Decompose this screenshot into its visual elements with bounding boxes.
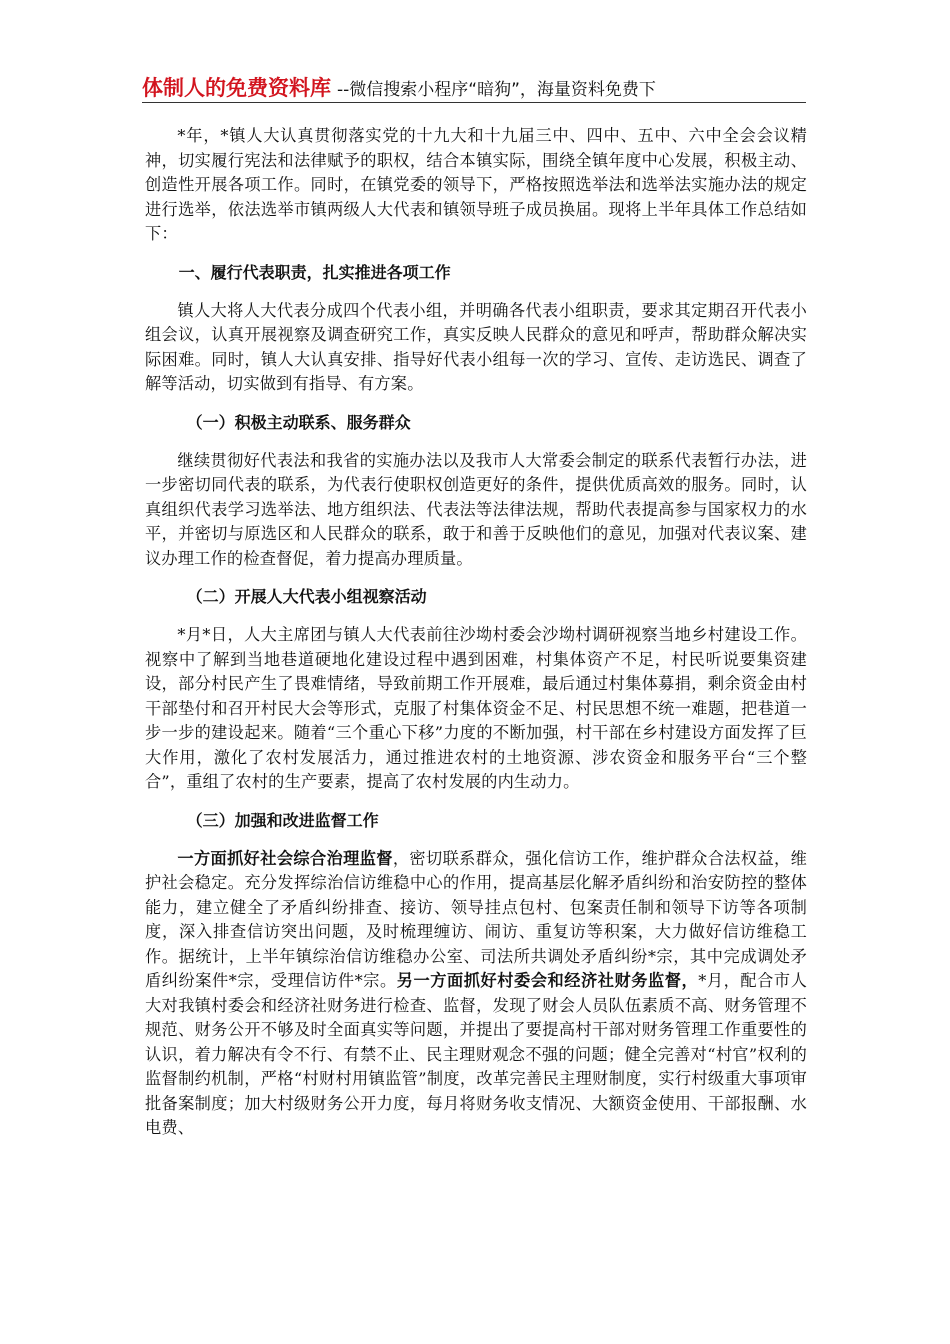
intro-paragraph: *年，*镇人大认真贯彻落实党的十九大和十九届三中、四中、五中、六中全会会议精神，切实履行宪法和法律赋予的职权，结合本镇实际，围绕全镇年度中心发展，积极主动、创造性开展各项工作。同时，在镇党委的领导下，严格按照选举法和选举法实施办法的规定进行选举，依法选举市镇两级人大代表和镇领导班子成员换届。现将上半年具体工作总结如下： xyxy=(145,126,807,243)
subsection-3-paragraph xyxy=(145,847,807,1141)
section-1-heading: 一、履行代表职责，扎实推进各项工作 xyxy=(178,262,451,282)
subsection-3-text-1: ，密切联系群众，强化信访工作，维护群众合法权益，维护社会稳定。充分发挥综治信访维稳中心的作用，提高基层化解矛盾纠纷和治安防控的整体能力，建立健全了矛盾纠纷排查、接访、领导挂点包村、包案责任制和领导下访等各项制度，深入排查信访突出问题，及时梳理缠访、闹访、重复访等积案，大力做好信访维稳工作。据统计，上半年镇综治信访维稳办公室、司法所共调处矛盾纠纷*宗，其中完成调处矛盾纠纷案件*宗，受理信访件*宗。 xyxy=(145,848,807,990)
lead-phrase-2: 另一方面抓好村委会和经济社财务监督， xyxy=(396,971,699,990)
subsection-1-heading: （一）积极主动联系、服务群众 xyxy=(186,412,411,432)
section-1-paragraph: 镇人大将人大代表分成四个代表小组，并明确各代表小组职责，要求其定期召开代表小组会议，认真开展视察及调查研究工作，真实反映人民群众的意见和呼声，帮助群众解决实际困难。同时，镇人大认真安排、指导好代表小组每一次的学习、宣传、走访选民、调查了解等活动，切实做到有指导、有方案。 xyxy=(145,300,807,393)
subsection-1-paragraph: 继续贯彻好代表法和我省的实施办法以及我市人大常委会制定的联系代表暂行办法，进一步密切同代表的联系，为代表行使职权创造更好的条件，提供优质高效的服务。同时，认真组织代表学习选举法、地方组织法、代表法等法律法规，帮助代表提高参与国家权力的水平，并密切与原选区和人民群众的联系，敢于和善于反映他们的意见，加强对代表议案、建议办理工作的检查督促，着力提高办理质量。 xyxy=(145,450,807,568)
subsection-2-paragraph: *月*日，人大主席团与镇人大代表前往沙坳村委会沙坳村调研视察当地乡村建设工作。视察中了解到当地巷道硬地化建设过程中遇到困难，村集体资产不足，村民听说要集资建设，部分村民产生了畏难情绪，导致前期工作开展难，最后通过村集体募捐，剩余资金由村干部垫付和召开村民大会等形式，克服了村集体资金不足、村民思想不统一难题，把巷道一步一步的建设起来。随着“三个重心下移”力度的不断加强，村干部在乡村建设方面发挥了巨大作用，激化了农村发展活力，通过推进农村的土地资源、涉农资金和服务平台“三个整合”，重组了农村的生产要素，提高了农村发展的内生动力。 xyxy=(145,625,807,791)
subsection-3-heading: （三）加强和改进监督工作 xyxy=(186,810,379,830)
page-header xyxy=(142,72,806,103)
header-slogan: --微信搜索小程序“暗狗”，海量资料免费下 xyxy=(337,80,656,100)
subsection-2-heading: （二）开展人大代表小组视察活动 xyxy=(186,587,427,606)
header-brand: 体制人的免费资料库 xyxy=(142,76,331,100)
document-body xyxy=(145,124,807,1155)
lead-phrase-1: 一方面抓好社会综合治理监督 xyxy=(177,848,393,868)
subsection-3-text-2: *月，配合市人大对我镇村委会和经济社财务进行检查、监督，发现了财会人员队伍素质不高、财务管理不规范、财务公开不够及时全面真实等问题，并提出了要提高村干部对财务管理工作重要性的认识，着力解决有令不行、有禁不止、民主理财观念不强的问题；健全完善对“村官”权利的监督制约机制，严格“村财村用镇监管”制度，改革完善民主理财制度，实行村级重大事项审批备案制度；加大村级财务公开力度，每月将财务收支情况、大额资金使用、干部报酬、水电费、 xyxy=(145,971,807,1137)
